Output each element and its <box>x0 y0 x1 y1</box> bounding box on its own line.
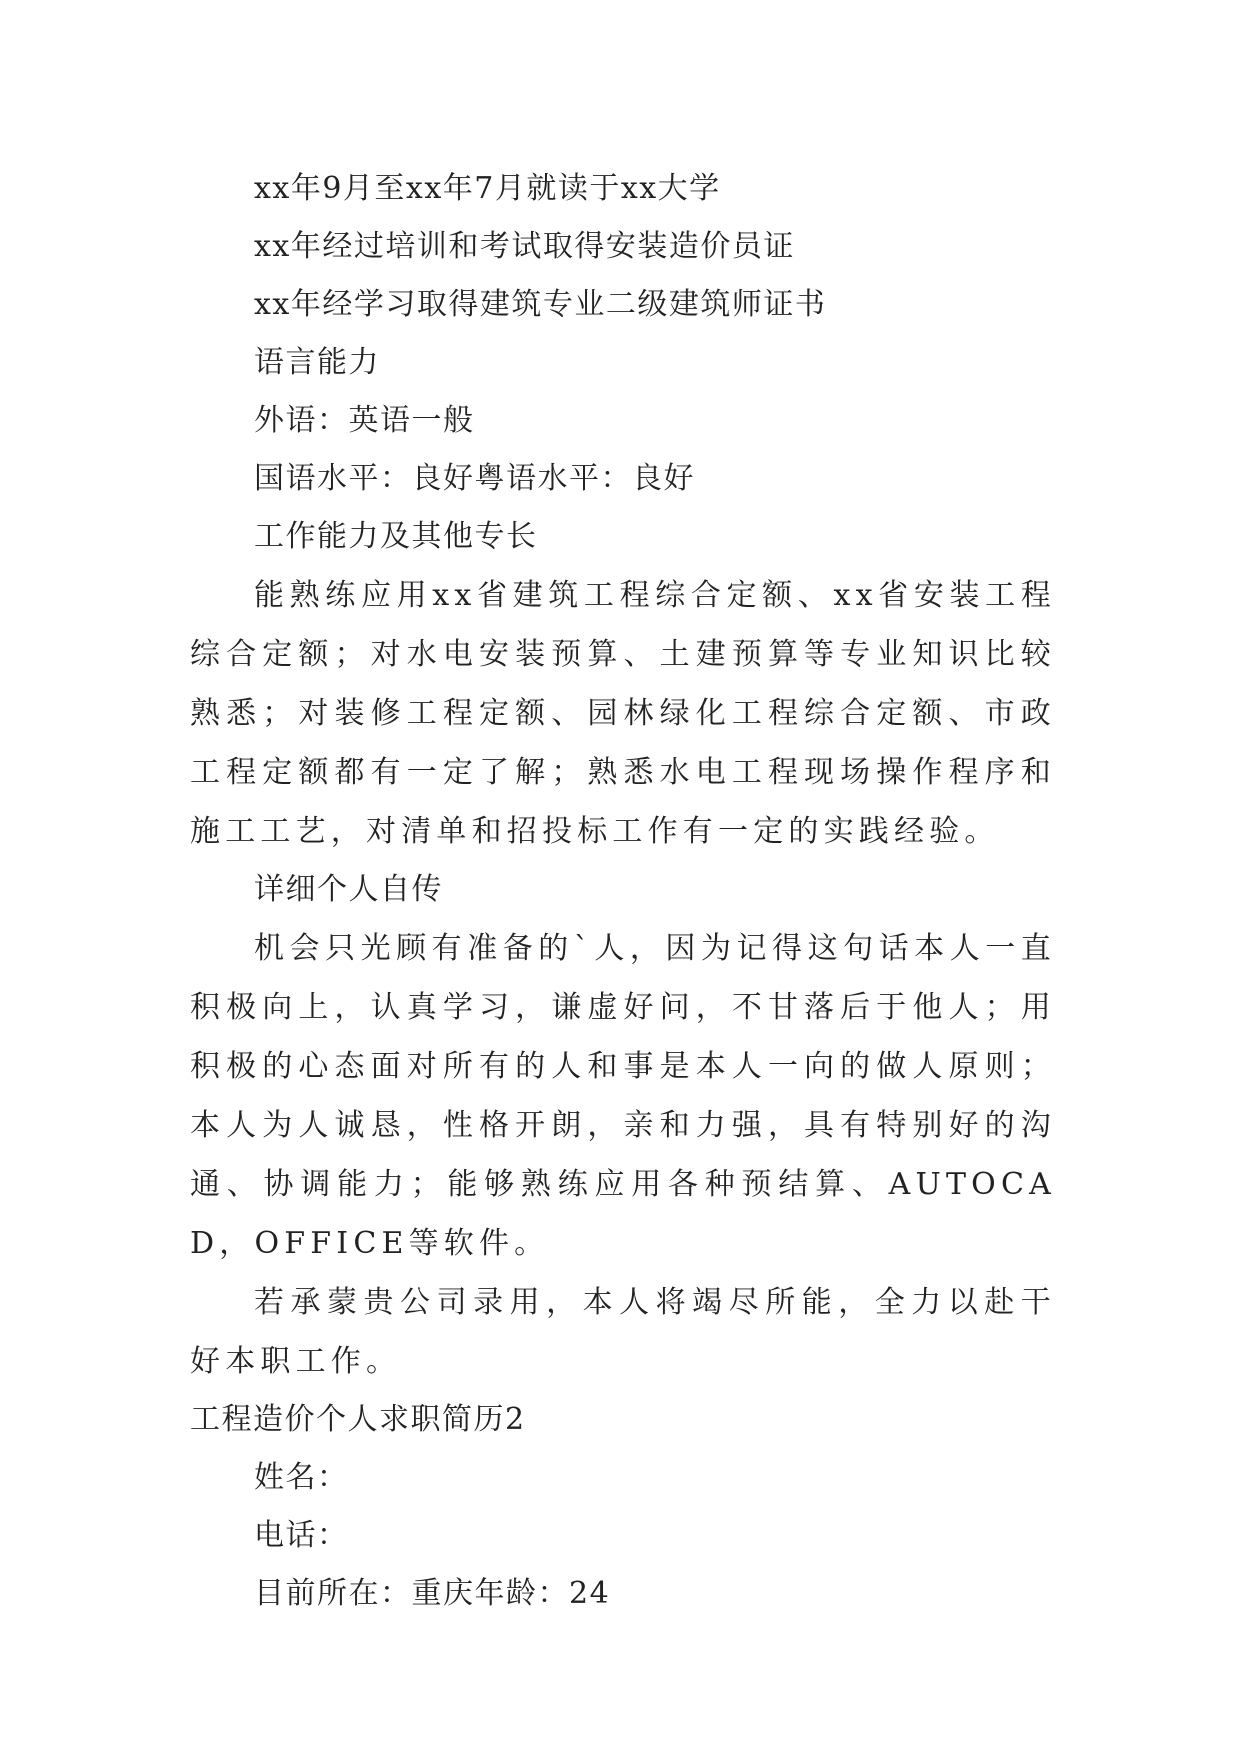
name-field-label: 姓名： <box>254 1460 349 1495</box>
bio-heading: 详细个人自传 <box>254 872 443 907</box>
language-heading: 语言能力 <box>254 345 380 380</box>
dialect-line: 国语水平：良好粤语水平：良好 <box>254 461 695 496</box>
section-title: 工程造价个人求职简历2 <box>190 1402 526 1437</box>
foreign-language-line: 外语：英语一般 <box>254 403 475 438</box>
skills-heading: 工作能力及其他专长 <box>254 519 538 554</box>
skills-paragraph: 能熟练应用xx省建筑工程综合定额、xx省安装工程综合定额；对水电安装预算、土建预算等专业知识比较熟悉；对装修工程定额、园林绿化工程综合定额、市政工程定额都有一定了解；熟悉水电工程现场操作程序和施工工艺，对清单和招投标工作有一定的实践经验。 <box>190 578 1056 849</box>
bio-paragraph: 机会只光顾有准备的`人，因为记得这句话本人一直积极向上，认真学习，谦虚好问，不甘落后于他人；用积极的心态面对所有的人和事是本人一向的做人原则；本人为人诚恳，性格开朗，亲和力强，具有特别好的沟通、协调能力；能够熟练应用各种预结算、AUTOCAD，OFFICE等软件。 <box>190 931 1056 1261</box>
education-line: xx年9月至xx年7月就读于xx大学 <box>254 171 721 206</box>
certificate-line-cost: xx年经过培训和考试取得安装造价员证 <box>254 229 795 264</box>
location-age-line: 目前所在：重庆年龄：24 <box>254 1576 611 1611</box>
phone-field-label: 电话： <box>254 1518 349 1553</box>
document-content <box>190 160 1056 1623</box>
closing-paragraph: 若承蒙贵公司录用，本人将竭尽所能，全力以赴干好本职工作。 <box>190 1285 1056 1379</box>
certificate-line-architect: xx年经学习取得建筑专业二级建筑师证书 <box>254 287 827 322</box>
